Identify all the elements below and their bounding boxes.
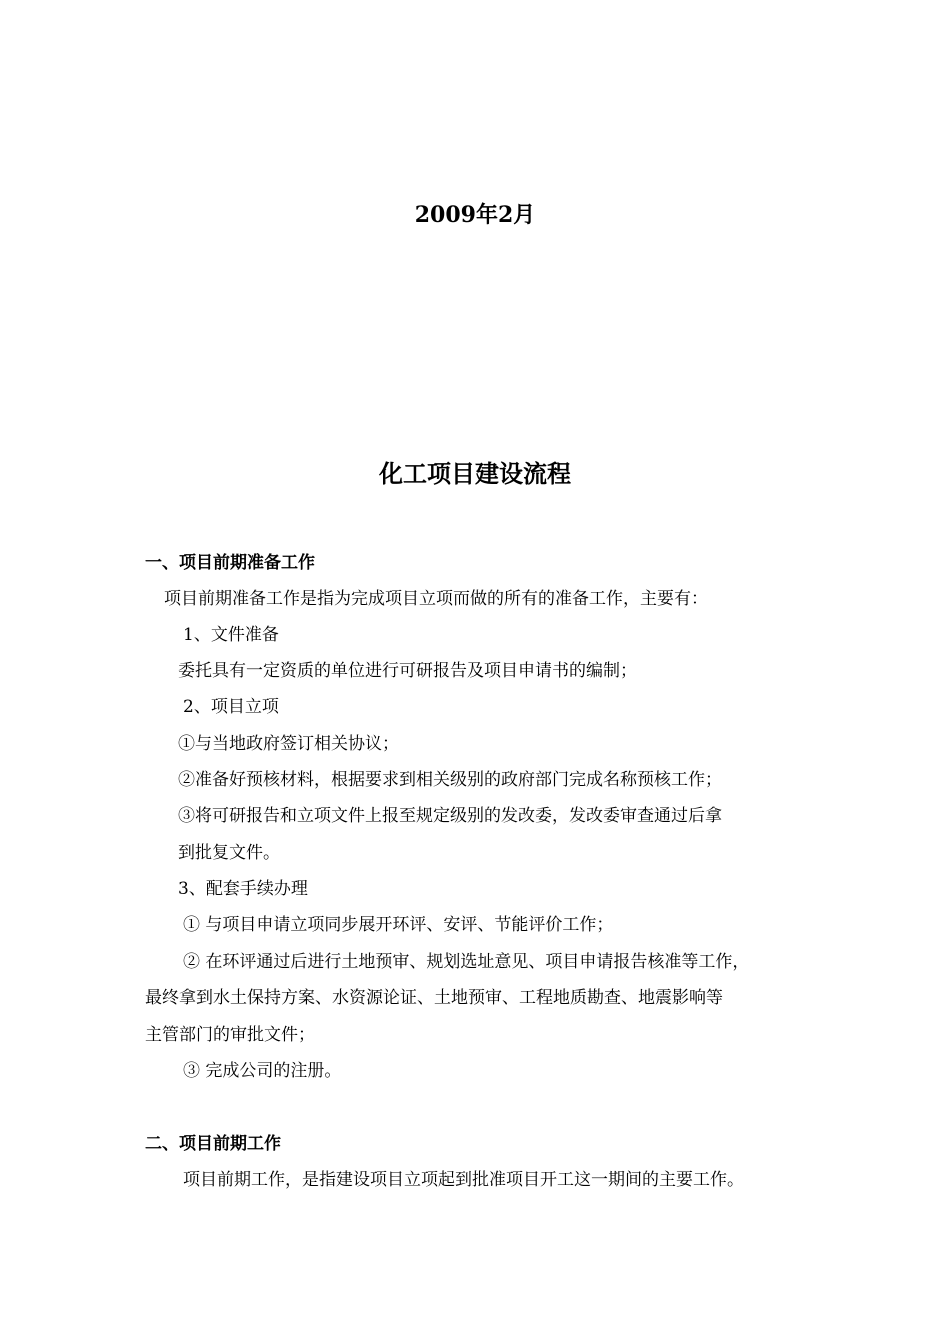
section-2-intro: 项目前期工作，是指建设项目立项起到批准项目开工这一期间的主要工作。 <box>183 1170 744 1190</box>
section-1-intro: 项目前期准备工作是指为完成项目立项而做的所有的准备工作，主要有： <box>164 589 708 609</box>
document-date: 2009年2月 <box>414 202 536 228</box>
item-3-heading: 3、配套手续办理 <box>178 879 308 899</box>
item-2-point-c-line-1: ③将可研报告和立项文件上报至规定级别的发改委，发改委审查通过后拿 <box>178 806 722 826</box>
item-3-point-a: ① 与项目申请立项同步展开环评、安评、节能评价工作； <box>183 915 614 935</box>
section-2-heading: 二、项目前期工作 <box>145 1134 281 1154</box>
section-1-heading: 一、项目前期准备工作 <box>145 553 315 573</box>
item-2-point-b: ②准备好预核材料，根据要求到相关级别的政府部门完成名称预核工作； <box>178 770 722 790</box>
item-3-point-b-line-2: 最终拿到水土保持方案、水资源论证、土地预审、工程地质勘查、地震影响等 <box>145 988 723 1008</box>
item-2-point-c-line-2: 到批复文件。 <box>178 843 280 863</box>
item-2-point-a: ①与当地政府签订相关协议； <box>178 734 399 754</box>
item-3-point-b-line-1: ② 在环评通过后进行土地预审、规划选址意见、项目申请报告核准等工作， <box>183 952 750 972</box>
item-2-heading: 2、项目立项 <box>183 697 279 717</box>
item-3-point-c: ③ 完成公司的注册。 <box>183 1061 342 1081</box>
item-3-point-b-line-3: 主管部门的审批文件； <box>145 1025 315 1045</box>
item-1-heading: 1、文件准备 <box>183 625 279 645</box>
item-1-text: 委托具有一定资质的单位进行可研报告及项目申请书的编制； <box>178 661 637 681</box>
document-title: 化工项目建设流程 <box>379 459 571 488</box>
